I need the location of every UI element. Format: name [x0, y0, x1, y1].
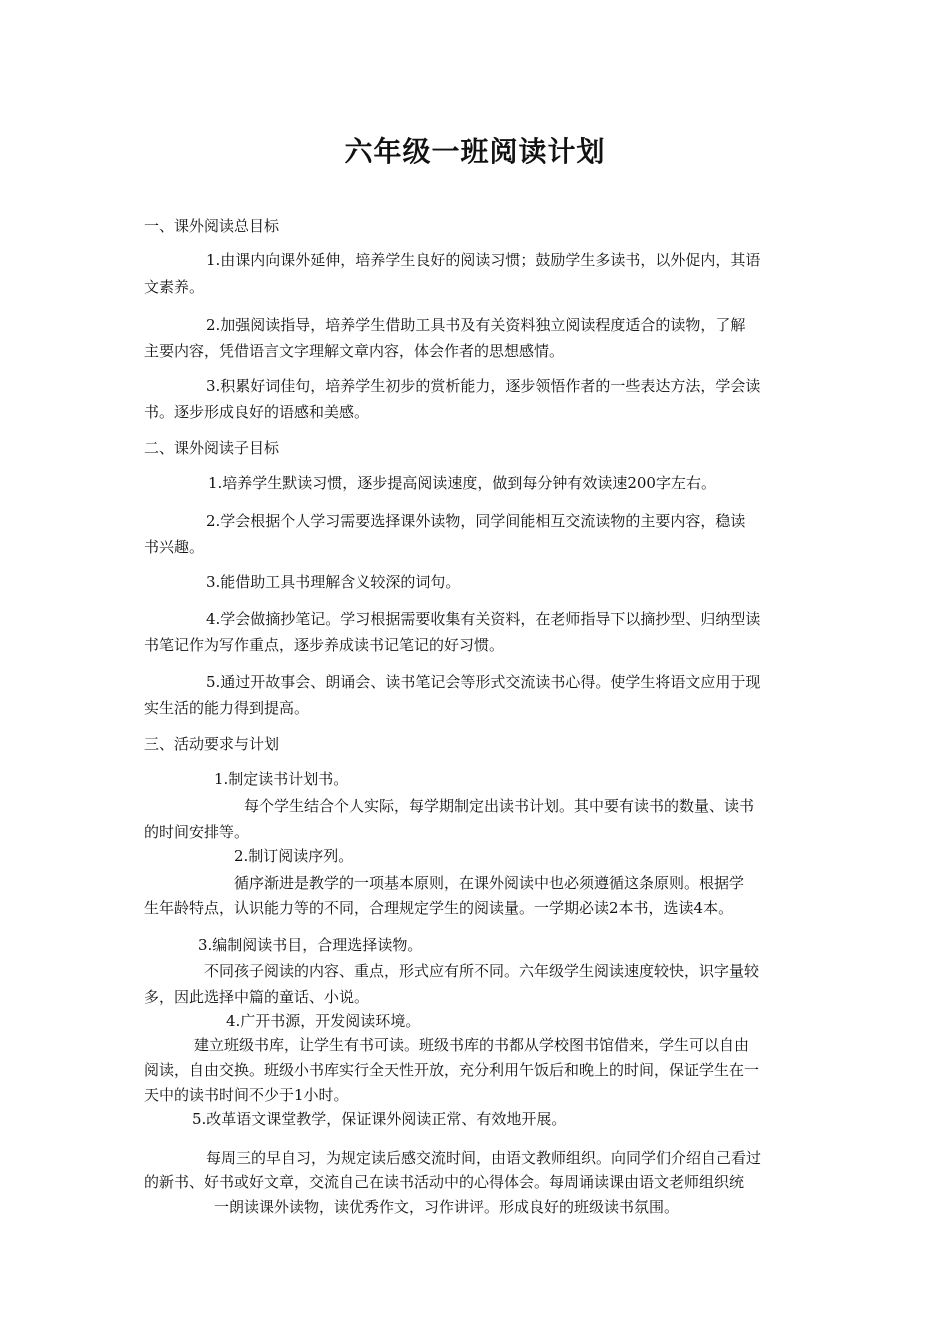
paragraph-line: 阅读，自由交换。班级小书库实行全天性开放，充分利用午饭后和晚上的时间，保证学生在一 — [144, 1061, 760, 1079]
paragraph-line: 每个学生结合个人实际，每学期制定出读书计划。其中要有读书的数量、读书 — [244, 797, 755, 815]
paragraph-line: 文素养。 — [144, 278, 205, 296]
paragraph-line: 2.制订阅读序列。 — [234, 847, 354, 865]
paragraph-line: 循序渐进是教学的一项基本原则，在课外阅读中也必须遵循这条原则。根据学 — [234, 874, 745, 892]
paragraph-line: 1.由课内向课外延伸，培养学生良好的阅读习惯；鼓励学生多读书，以外促内，其语 — [206, 251, 761, 269]
paragraph-line: 一朗读课外读物，读优秀作文，习作讲评。形成良好的班级读书氛围。 — [214, 1198, 680, 1216]
paragraph-line: 4.学会做摘抄笔记。学习根据需要收集有关资料，在老师指导下以摘抄型、归纳型读 — [206, 610, 761, 628]
paragraph-line: 不同孩子阅读的内容、重点，形式应有所不同。六年级学生阅读速度较快，识字量较 — [204, 962, 760, 980]
paragraph-line: 主要内容，凭借语言文字理解文章内容，体会作者的思想感情。 — [144, 342, 565, 360]
section-heading-1: 一、课外阅读总目标 — [144, 217, 280, 235]
paragraph-line: 2.加强阅读指导，培养学生借助工具书及有关资料独立阅读程度适合的读物，了解 — [206, 316, 746, 334]
paragraph-line: 书笔记作为写作重点，逐步养成读书记笔记的好习惯。 — [144, 636, 505, 654]
paragraph-line: 每周三的早自习，为规定读后感交流时间，由语文教师组织。向同学们介绍自己看过 — [206, 1149, 762, 1167]
paragraph-line: 5.改革语文课堂教学，保证课外阅读正常、有效地开展。 — [192, 1110, 567, 1128]
document-title: 六年级一班阅读计划 — [344, 135, 606, 168]
paragraph-line: 2.学会根据个人学习需要选择课外读物，同学间能相互交流读物的主要内容，稳读 — [206, 512, 746, 530]
paragraph-line: 生年龄特点，认识能力等的不同，合理规定学生的阅读量。一学期必读2本书，选读4本。 — [144, 899, 734, 917]
section-heading-2: 二、课外阅读子目标 — [144, 439, 280, 457]
paragraph-line: 3.能借助工具书理解含义较深的词句。 — [206, 573, 461, 591]
paragraph-line: 书兴趣。 — [144, 538, 205, 556]
paragraph-line: 3.编制阅读书目，合理选择读物。 — [198, 936, 423, 954]
paragraph-line: 多，因此选择中篇的童话、小说。 — [144, 988, 370, 1006]
paragraph-line: 1.培养学生默读习惯，逐步提高阅读速度，做到每分钟有效读速200字左右。 — [208, 474, 716, 492]
paragraph-line: 的新书、好书或好文章，交流自己在读书活动中的心得体会。每周诵读课由语文老师组织统 — [144, 1173, 745, 1191]
paragraph-line: 书。逐步形成良好的语感和美感。 — [144, 403, 370, 421]
paragraph-line: 建立班级书库，让学生有书可读。班级书库的书都从学校图书馆借来，学生可以自由 — [194, 1036, 750, 1054]
paragraph-line: 4.广开书源，开发阅读环境。 — [226, 1012, 421, 1030]
paragraph-line: 1.制定读书计划书。 — [214, 770, 349, 788]
paragraph-line: 天中的读书时间不少于1小时。 — [144, 1086, 349, 1104]
paragraph-line: 3.积累好词佳句，培养学生初步的赏析能力，逐步领悟作者的一些表达方法，学会读 — [206, 377, 761, 395]
paragraph-line: 实生活的能力得到提高。 — [144, 699, 310, 717]
paragraph-line: 的时间安排等。 — [144, 823, 250, 841]
paragraph-line: 5.通过开故事会、朗诵会、读书笔记会等形式交流读书心得。使学生将语文应用于现 — [206, 673, 761, 691]
section-heading-3: 三、活动要求与计划 — [144, 735, 280, 753]
